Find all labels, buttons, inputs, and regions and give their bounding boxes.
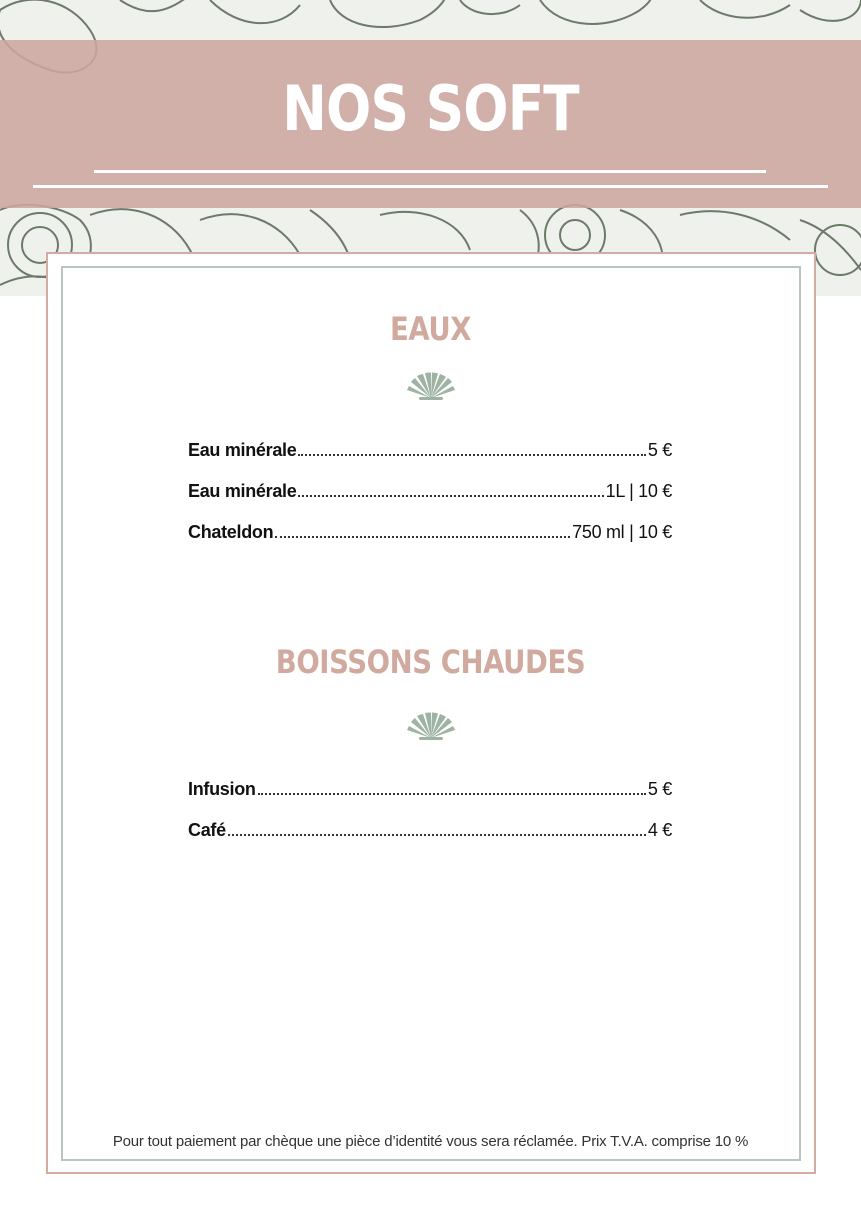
list-item bbox=[188, 817, 672, 841]
item-price: 5 € bbox=[647, 779, 672, 799]
item-name: Café bbox=[188, 820, 226, 840]
item-name: Eau minérale bbox=[188, 440, 297, 460]
item-name: Chateldon bbox=[188, 522, 274, 542]
section-title-eaux: EAUX bbox=[389, 310, 472, 348]
list-item bbox=[188, 437, 672, 461]
list-item bbox=[188, 478, 672, 502]
shell-fan-icon bbox=[405, 372, 457, 400]
dotted-leader bbox=[298, 495, 603, 497]
page-title: NOS SOFT bbox=[282, 72, 579, 145]
item-name: Infusion bbox=[188, 779, 256, 799]
item-price: 750 ml | 10 € bbox=[572, 522, 672, 542]
dotted-leader bbox=[228, 834, 646, 836]
item-name: Eau minérale bbox=[188, 481, 297, 501]
list-item bbox=[188, 519, 672, 543]
title-divider-bottom bbox=[33, 185, 828, 188]
dotted-leader bbox=[298, 454, 645, 456]
footer-note: Pour tout paiement par chèque une pièce d’identité vous sera réclamée. Prix T.V.A. comprise 10 % bbox=[112, 1133, 749, 1150]
title-divider-top bbox=[94, 170, 766, 173]
item-price: 5 € bbox=[647, 440, 672, 460]
shell-fan-icon bbox=[405, 712, 457, 740]
list-item bbox=[188, 776, 672, 800]
section-title-boissons-chaudes: BOISSONS CHAUDES bbox=[275, 643, 586, 681]
dotted-leader bbox=[258, 793, 646, 795]
dotted-leader bbox=[275, 536, 570, 538]
item-price: 4 € bbox=[647, 820, 672, 840]
item-price: 1L | 10 € bbox=[605, 481, 672, 501]
